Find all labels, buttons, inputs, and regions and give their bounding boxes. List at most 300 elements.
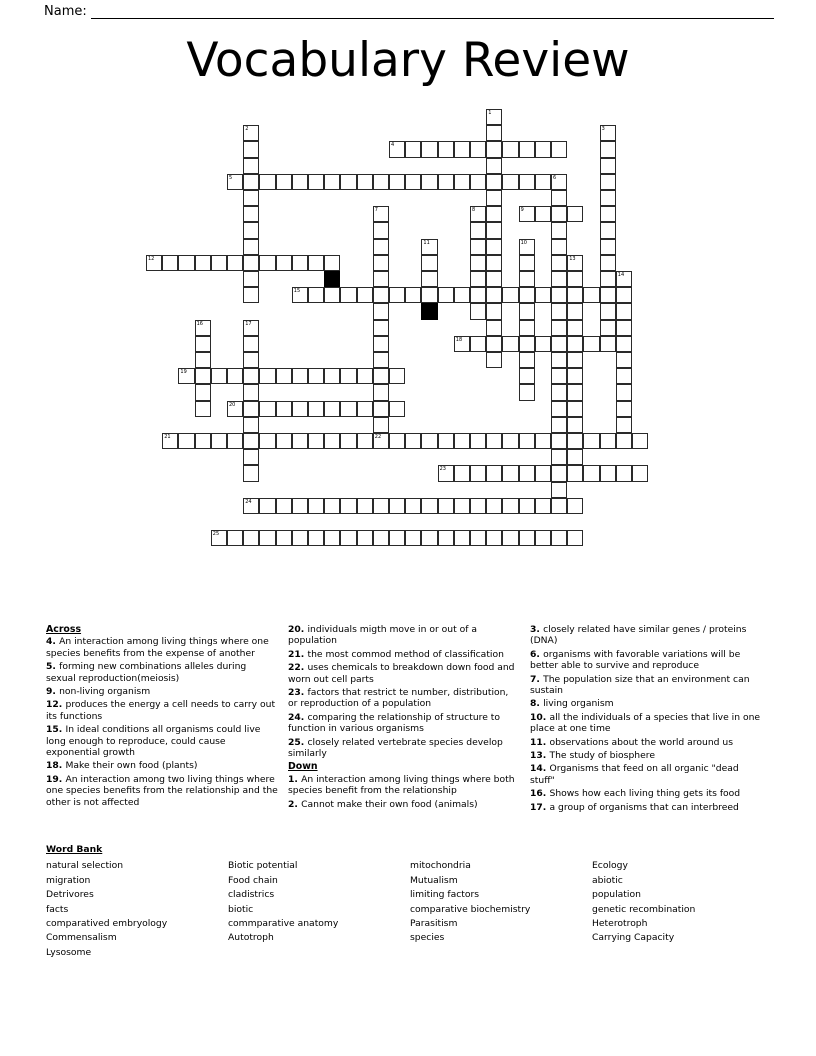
crossword-cell[interactable] <box>502 465 518 481</box>
crossword-cell[interactable] <box>340 287 356 303</box>
clue-text: closely related have similar genes / proteins (DNA) <box>530 624 747 647</box>
crossword-cell[interactable] <box>357 368 373 384</box>
crossword-cell[interactable] <box>373 287 389 303</box>
crossword-cell[interactable] <box>535 433 551 449</box>
crossword-cell[interactable] <box>421 433 437 449</box>
crossword-cell[interactable] <box>486 158 502 174</box>
crossword-cell[interactable] <box>243 449 259 465</box>
crossword-cell[interactable] <box>600 190 616 206</box>
crossword-cell[interactable] <box>519 530 535 546</box>
crossword-cell[interactable] <box>519 352 535 368</box>
crossword-cell[interactable] <box>551 320 567 336</box>
crossword-cell[interactable] <box>551 141 567 157</box>
crossword-cell[interactable] <box>519 465 535 481</box>
crossword-cell[interactable] <box>243 465 259 481</box>
crossword-cell[interactable] <box>308 401 324 417</box>
crossword-cell[interactable] <box>567 530 583 546</box>
crossword-cell[interactable] <box>389 174 405 190</box>
crossword-cell[interactable] <box>519 336 535 352</box>
crossword-cell[interactable] <box>195 384 211 400</box>
crossword-cell[interactable] <box>454 336 470 352</box>
crossword-cell[interactable] <box>616 352 632 368</box>
crossword-cell[interactable] <box>421 498 437 514</box>
crossword-cell[interactable] <box>308 287 324 303</box>
crossword-cell[interactable] <box>373 417 389 433</box>
crossword-cell[interactable] <box>600 239 616 255</box>
crossword-cell[interactable] <box>373 401 389 417</box>
crossword-cell[interactable] <box>470 336 486 352</box>
crossword-cell[interactable] <box>600 222 616 238</box>
crossword-cell[interactable] <box>389 401 405 417</box>
crossword-cell[interactable] <box>162 255 178 271</box>
crossword-cell[interactable] <box>551 498 567 514</box>
crossword-cell[interactable] <box>535 141 551 157</box>
crossword-cell[interactable] <box>616 368 632 384</box>
crossword-cell[interactable] <box>454 465 470 481</box>
crossword-cell[interactable] <box>600 433 616 449</box>
crossword-cell[interactable] <box>502 174 518 190</box>
crossword-cell[interactable] <box>243 384 259 400</box>
crossword-cell[interactable] <box>373 433 389 449</box>
crossword-cell[interactable] <box>535 465 551 481</box>
crossword-cell[interactable] <box>567 384 583 400</box>
crossword-cell[interactable] <box>454 174 470 190</box>
crossword-cell[interactable] <box>243 287 259 303</box>
crossword-cell[interactable] <box>259 498 275 514</box>
crossword-cell[interactable] <box>308 433 324 449</box>
crossword-cell[interactable] <box>276 498 292 514</box>
crossword-cell[interactable] <box>486 530 502 546</box>
crossword-cell[interactable] <box>470 433 486 449</box>
crossword-cell[interactable] <box>600 287 616 303</box>
crossword-cell[interactable] <box>308 255 324 271</box>
crossword-cell[interactable] <box>340 433 356 449</box>
crossword-cell[interactable] <box>486 125 502 141</box>
crossword-cell[interactable] <box>292 401 308 417</box>
crossword-cell[interactable] <box>373 352 389 368</box>
crossword-cell[interactable] <box>195 320 211 336</box>
crossword-cell[interactable] <box>243 417 259 433</box>
crossword-cell[interactable] <box>616 271 632 287</box>
crossword-cell[interactable] <box>583 287 599 303</box>
crossword-cell[interactable] <box>227 401 243 417</box>
crossword-cell[interactable] <box>243 206 259 222</box>
crossword-cell[interactable] <box>195 433 211 449</box>
crossword-cell[interactable] <box>438 174 454 190</box>
crossword-cell[interactable] <box>486 465 502 481</box>
crossword-cell[interactable] <box>438 498 454 514</box>
crossword-cell[interactable] <box>276 255 292 271</box>
crossword-cell[interactable] <box>616 433 632 449</box>
crossword-cell[interactable] <box>373 255 389 271</box>
crossword-cell[interactable] <box>470 174 486 190</box>
crossword-cell[interactable] <box>373 384 389 400</box>
crossword-cell[interactable] <box>243 530 259 546</box>
crossword-cell[interactable] <box>324 287 340 303</box>
crossword-cell[interactable] <box>243 368 259 384</box>
crossword-cell[interactable] <box>421 255 437 271</box>
crossword-cell[interactable] <box>600 125 616 141</box>
crossword-cell[interactable] <box>340 174 356 190</box>
crossword-cell[interactable] <box>486 287 502 303</box>
crossword-cell[interactable] <box>227 174 243 190</box>
crossword-cell[interactable] <box>373 368 389 384</box>
crossword-cell[interactable] <box>551 401 567 417</box>
crossword-cell[interactable] <box>519 287 535 303</box>
crossword-cell[interactable] <box>308 530 324 546</box>
crossword-cell[interactable] <box>519 498 535 514</box>
crossword-cell[interactable] <box>227 255 243 271</box>
crossword-cell[interactable] <box>567 303 583 319</box>
crossword-cell[interactable] <box>421 239 437 255</box>
crossword-cell[interactable] <box>357 530 373 546</box>
crossword-cell[interactable] <box>502 287 518 303</box>
crossword-cell[interactable] <box>195 255 211 271</box>
crossword-cell[interactable] <box>616 417 632 433</box>
crossword-cell[interactable] <box>324 368 340 384</box>
crossword-cell[interactable] <box>567 433 583 449</box>
crossword-cell[interactable] <box>454 530 470 546</box>
crossword-cell[interactable] <box>551 239 567 255</box>
crossword-cell[interactable] <box>519 368 535 384</box>
crossword-cell[interactable] <box>340 498 356 514</box>
crossword-cell[interactable] <box>324 174 340 190</box>
crossword-cell[interactable] <box>259 530 275 546</box>
crossword-cell[interactable] <box>405 530 421 546</box>
crossword-cell[interactable] <box>438 141 454 157</box>
crossword-cell[interactable] <box>551 384 567 400</box>
crossword-cell[interactable] <box>470 206 486 222</box>
crossword-cell[interactable] <box>567 206 583 222</box>
crossword-cell[interactable] <box>567 498 583 514</box>
crossword-cell[interactable] <box>551 368 567 384</box>
crossword-cell[interactable] <box>535 336 551 352</box>
crossword-cell[interactable] <box>486 141 502 157</box>
crossword-cell[interactable] <box>600 158 616 174</box>
crossword-cell[interactable] <box>146 255 162 271</box>
crossword-cell[interactable] <box>276 530 292 546</box>
crossword-cell[interactable] <box>178 255 194 271</box>
crossword-cell[interactable] <box>551 433 567 449</box>
crossword-cell[interactable] <box>308 174 324 190</box>
crossword-cell[interactable] <box>567 352 583 368</box>
crossword-cell[interactable] <box>486 433 502 449</box>
crossword-cell[interactable] <box>470 530 486 546</box>
crossword-cell[interactable] <box>600 255 616 271</box>
crossword-cell[interactable] <box>438 287 454 303</box>
crossword-cell[interactable] <box>308 368 324 384</box>
crossword-cell[interactable] <box>567 465 583 481</box>
crossword-cell[interactable] <box>243 336 259 352</box>
crossword-cell[interactable] <box>227 433 243 449</box>
crossword-cell[interactable] <box>421 271 437 287</box>
crossword-cell[interactable] <box>567 287 583 303</box>
crossword-cell[interactable] <box>243 433 259 449</box>
crossword-cell[interactable] <box>405 141 421 157</box>
crossword-cell[interactable] <box>470 287 486 303</box>
crossword-cell[interactable] <box>454 287 470 303</box>
crossword-cell[interactable] <box>486 336 502 352</box>
crossword-cell[interactable] <box>405 433 421 449</box>
crossword-cell[interactable] <box>243 255 259 271</box>
crossword-cell[interactable] <box>600 303 616 319</box>
crossword-cell[interactable] <box>632 433 648 449</box>
crossword-cell[interactable] <box>519 141 535 157</box>
crossword-cell[interactable] <box>211 255 227 271</box>
crossword-cell[interactable] <box>243 239 259 255</box>
crossword-cell[interactable] <box>389 530 405 546</box>
crossword-cell[interactable] <box>438 530 454 546</box>
crossword-cell[interactable] <box>470 222 486 238</box>
crossword-cell[interactable] <box>292 255 308 271</box>
crossword-cell[interactable] <box>600 465 616 481</box>
crossword-cell[interactable] <box>567 417 583 433</box>
crossword-cell[interactable] <box>600 271 616 287</box>
crossword-cell[interactable] <box>632 465 648 481</box>
crossword-cell[interactable] <box>535 498 551 514</box>
crossword-grid[interactable] <box>146 109 676 559</box>
crossword-cell[interactable] <box>373 303 389 319</box>
crossword-cell[interactable] <box>486 190 502 206</box>
crossword-cell[interactable] <box>616 336 632 352</box>
crossword-cell[interactable] <box>583 336 599 352</box>
crossword-cell[interactable] <box>470 141 486 157</box>
crossword-cell[interactable] <box>470 255 486 271</box>
crossword-cell[interactable] <box>470 239 486 255</box>
crossword-cell[interactable] <box>454 433 470 449</box>
crossword-cell[interactable] <box>243 271 259 287</box>
crossword-cell[interactable] <box>567 320 583 336</box>
crossword-cell[interactable] <box>486 239 502 255</box>
crossword-cell[interactable] <box>519 206 535 222</box>
crossword-cell[interactable] <box>551 352 567 368</box>
crossword-cell[interactable] <box>259 174 275 190</box>
crossword-cell[interactable] <box>389 287 405 303</box>
crossword-cell[interactable] <box>195 401 211 417</box>
crossword-cell[interactable] <box>519 303 535 319</box>
crossword-cell[interactable] <box>551 206 567 222</box>
crossword-cell[interactable] <box>389 368 405 384</box>
crossword-cell[interactable] <box>259 255 275 271</box>
crossword-cell[interactable] <box>389 433 405 449</box>
crossword-cell[interactable] <box>486 255 502 271</box>
crossword-cell[interactable] <box>340 401 356 417</box>
crossword-cell[interactable] <box>486 498 502 514</box>
crossword-cell[interactable] <box>227 368 243 384</box>
crossword-cell[interactable] <box>519 433 535 449</box>
crossword-cell[interactable] <box>535 174 551 190</box>
crossword-cell[interactable] <box>600 206 616 222</box>
crossword-cell[interactable] <box>373 206 389 222</box>
crossword-cell[interactable] <box>373 271 389 287</box>
crossword-cell[interactable] <box>551 271 567 287</box>
crossword-cell[interactable] <box>292 498 308 514</box>
crossword-cell[interactable] <box>551 190 567 206</box>
crossword-cell[interactable] <box>454 498 470 514</box>
crossword-cell[interactable] <box>178 368 194 384</box>
crossword-cell[interactable] <box>616 303 632 319</box>
crossword-cell[interactable] <box>486 320 502 336</box>
crossword-cell[interactable] <box>535 287 551 303</box>
crossword-cell[interactable] <box>292 530 308 546</box>
crossword-cell[interactable] <box>502 336 518 352</box>
crossword-cell[interactable] <box>421 141 437 157</box>
crossword-cell[interactable] <box>211 530 227 546</box>
crossword-cell[interactable] <box>243 125 259 141</box>
crossword-cell[interactable] <box>551 303 567 319</box>
crossword-cell[interactable] <box>259 368 275 384</box>
crossword-cell[interactable] <box>502 433 518 449</box>
crossword-cell[interactable] <box>292 433 308 449</box>
crossword-cell[interactable] <box>276 401 292 417</box>
crossword-cell[interactable] <box>567 336 583 352</box>
crossword-cell[interactable] <box>389 141 405 157</box>
crossword-cell[interactable] <box>373 498 389 514</box>
crossword-cell[interactable] <box>502 498 518 514</box>
crossword-cell[interactable] <box>486 271 502 287</box>
crossword-cell[interactable] <box>421 530 437 546</box>
crossword-cell[interactable] <box>357 174 373 190</box>
crossword-cell[interactable] <box>211 368 227 384</box>
crossword-cell[interactable] <box>276 433 292 449</box>
crossword-cell[interactable] <box>421 287 437 303</box>
crossword-cell[interactable] <box>502 530 518 546</box>
crossword-cell[interactable] <box>519 271 535 287</box>
crossword-cell[interactable] <box>195 368 211 384</box>
crossword-cell[interactable] <box>616 384 632 400</box>
crossword-cell[interactable] <box>583 465 599 481</box>
crossword-cell[interactable] <box>195 336 211 352</box>
crossword-cell[interactable] <box>470 465 486 481</box>
crossword-cell[interactable] <box>243 401 259 417</box>
crossword-cell[interactable] <box>616 287 632 303</box>
crossword-cell[interactable] <box>292 368 308 384</box>
crossword-cell[interactable] <box>162 433 178 449</box>
crossword-cell[interactable] <box>227 530 243 546</box>
crossword-cell[interactable] <box>616 320 632 336</box>
crossword-cell[interactable] <box>243 141 259 157</box>
crossword-cell[interactable] <box>470 271 486 287</box>
crossword-cell[interactable] <box>243 498 259 514</box>
crossword-cell[interactable] <box>519 320 535 336</box>
crossword-cell[interactable] <box>357 401 373 417</box>
crossword-cell[interactable] <box>373 239 389 255</box>
crossword-cell[interactable] <box>373 222 389 238</box>
crossword-cell[interactable] <box>292 287 308 303</box>
crossword-cell[interactable] <box>470 303 486 319</box>
crossword-cell[interactable] <box>405 287 421 303</box>
crossword-cell[interactable] <box>243 222 259 238</box>
crossword-cell[interactable] <box>551 287 567 303</box>
crossword-cell[interactable] <box>567 368 583 384</box>
crossword-cell[interactable] <box>340 530 356 546</box>
crossword-cell[interactable] <box>243 158 259 174</box>
crossword-cell[interactable] <box>486 109 502 125</box>
crossword-cell[interactable] <box>243 320 259 336</box>
crossword-cell[interactable] <box>600 141 616 157</box>
crossword-cell[interactable] <box>567 449 583 465</box>
crossword-cell[interactable] <box>551 530 567 546</box>
crossword-cell[interactable] <box>438 433 454 449</box>
crossword-cell[interactable] <box>551 222 567 238</box>
crossword-cell[interactable] <box>486 303 502 319</box>
crossword-cell[interactable] <box>519 384 535 400</box>
crossword-cell[interactable] <box>243 352 259 368</box>
crossword-cell[interactable] <box>616 401 632 417</box>
crossword-cell[interactable] <box>259 433 275 449</box>
crossword-cell[interactable] <box>405 174 421 190</box>
crossword-cell[interactable] <box>340 368 356 384</box>
crossword-cell[interactable] <box>551 482 567 498</box>
crossword-cell[interactable] <box>486 352 502 368</box>
crossword-cell[interactable] <box>243 190 259 206</box>
crossword-cell[interactable] <box>357 433 373 449</box>
crossword-cell[interactable] <box>178 433 194 449</box>
crossword-cell[interactable] <box>308 498 324 514</box>
crossword-cell[interactable] <box>276 368 292 384</box>
crossword-cell[interactable] <box>551 174 567 190</box>
crossword-cell[interactable] <box>551 465 567 481</box>
crossword-cell[interactable] <box>583 433 599 449</box>
crossword-cell[interactable] <box>276 174 292 190</box>
crossword-cell[interactable] <box>600 336 616 352</box>
name-input-line[interactable] <box>91 5 774 19</box>
crossword-cell[interactable] <box>243 174 259 190</box>
crossword-cell[interactable] <box>324 530 340 546</box>
crossword-cell[interactable] <box>324 433 340 449</box>
crossword-cell[interactable] <box>486 206 502 222</box>
crossword-cell[interactable] <box>373 530 389 546</box>
crossword-cell[interactable] <box>567 401 583 417</box>
crossword-cell[interactable] <box>551 417 567 433</box>
crossword-cell[interactable] <box>357 498 373 514</box>
crossword-cell[interactable] <box>600 174 616 190</box>
crossword-cell[interactable] <box>357 287 373 303</box>
crossword-cell[interactable] <box>211 433 227 449</box>
crossword-cell[interactable] <box>502 141 518 157</box>
crossword-cell[interactable] <box>324 255 340 271</box>
crossword-cell[interactable] <box>195 352 211 368</box>
crossword-cell[interactable] <box>551 255 567 271</box>
crossword-cell[interactable] <box>259 401 275 417</box>
crossword-cell[interactable] <box>519 174 535 190</box>
crossword-cell[interactable] <box>519 239 535 255</box>
crossword-cell[interactable] <box>551 336 567 352</box>
crossword-cell[interactable] <box>519 255 535 271</box>
crossword-cell[interactable] <box>373 336 389 352</box>
crossword-cell[interactable] <box>373 320 389 336</box>
crossword-cell[interactable] <box>486 222 502 238</box>
crossword-cell[interactable] <box>567 271 583 287</box>
crossword-cell[interactable] <box>454 141 470 157</box>
crossword-cell[interactable] <box>551 449 567 465</box>
crossword-cell[interactable] <box>405 498 421 514</box>
crossword-cell[interactable] <box>373 174 389 190</box>
crossword-cell[interactable] <box>486 174 502 190</box>
crossword-cell[interactable] <box>616 465 632 481</box>
crossword-cell[interactable] <box>535 530 551 546</box>
crossword-cell[interactable] <box>535 206 551 222</box>
crossword-cell[interactable] <box>600 320 616 336</box>
crossword-cell[interactable] <box>324 401 340 417</box>
crossword-cell[interactable] <box>324 498 340 514</box>
crossword-cell[interactable] <box>292 174 308 190</box>
crossword-cell[interactable] <box>470 498 486 514</box>
crossword-cell[interactable] <box>567 255 583 271</box>
crossword-cell[interactable] <box>389 498 405 514</box>
crossword-cell[interactable] <box>421 174 437 190</box>
crossword-cell[interactable] <box>438 465 454 481</box>
